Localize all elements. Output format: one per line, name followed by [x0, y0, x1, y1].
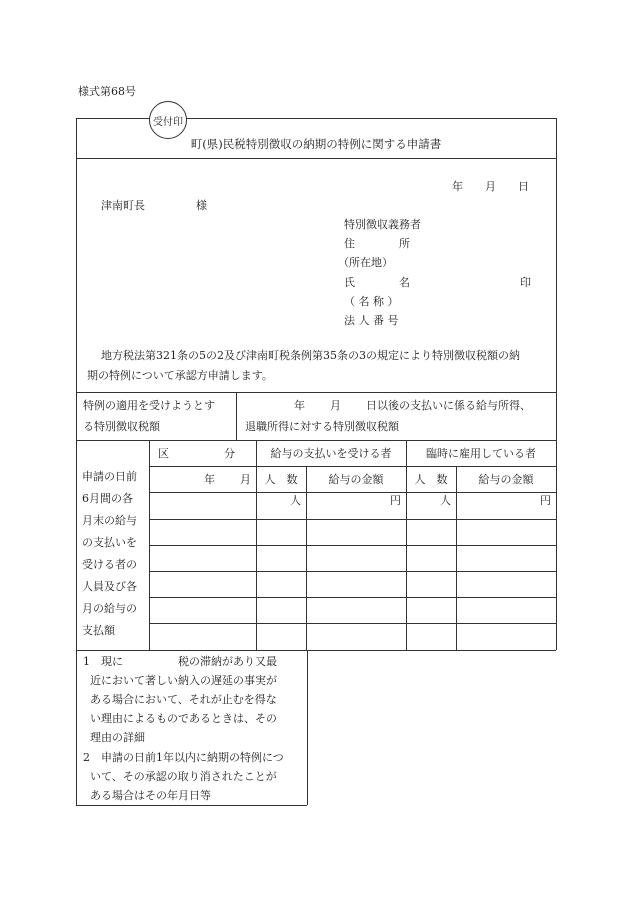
salary-label-line-8: 支払額	[82, 624, 115, 637]
note-2-line-3: ある場合はその年月日等	[90, 789, 211, 802]
special-case-year: 年	[294, 399, 305, 412]
applicant-name-label: 氏 名	[344, 276, 410, 289]
salary-label-line-1: 申請の日前	[82, 470, 137, 483]
salary-label-line-6: 人員及び各	[82, 580, 137, 593]
salary-label-line-3: 月末の給与	[82, 514, 137, 527]
unit-person: 人	[290, 494, 301, 507]
temporary-employees-header: 臨時に雇用している者	[426, 447, 536, 460]
temporary-count-header: 人 数	[414, 473, 448, 486]
date-year: 年	[452, 180, 463, 193]
regular-count-header: 人 数	[264, 473, 298, 486]
salary-label-line-2: 6月間の各	[82, 492, 133, 505]
applicant-address-label: 住 所	[344, 237, 410, 250]
stamp-label: 受付印	[153, 116, 183, 128]
applicant-address-alt-label: （所在地）	[338, 256, 393, 269]
special-case-month: 月	[330, 399, 341, 412]
note-2-line-1: 2 申請の日前1年以内に納期の特例につ	[83, 751, 284, 764]
addressee-name: 津南町長	[101, 199, 145, 212]
corporate-number-label: 法 人 番 号	[344, 314, 399, 327]
note-1-line-3: ある場合において、それが止むを得な	[90, 693, 277, 706]
applicant-heading: 特別徴収義務者	[344, 218, 421, 231]
year-month-year: 年	[204, 473, 215, 486]
unit-person-temp: 人	[440, 494, 451, 507]
note-1-line-4: い理由によるものであるときは、その	[90, 712, 277, 725]
statement-line-2: 期の特例について承認方申請します。	[87, 369, 273, 382]
note-1-line-2: 近において著しい納入の遅延の事実が	[90, 674, 277, 687]
addressee-honorific: 様	[196, 199, 207, 212]
special-case-label-line-1: 特例の適用を受けようとす	[83, 399, 215, 412]
note-2-line-2: いて、その承認の取り消されたことが	[90, 770, 277, 783]
note-1-line-1: 1 現に 税の滞納があり又最	[83, 655, 277, 668]
section-header: 区 分	[158, 447, 235, 460]
year-month-month: 月	[240, 473, 251, 486]
unit-yen: 円	[390, 494, 401, 507]
salary-label-line-5: 受ける者の	[82, 558, 137, 571]
seal-mark: 印	[520, 276, 531, 289]
salary-label-line-4: の支払いを	[82, 536, 137, 549]
date-day: 日	[518, 180, 529, 193]
special-case-text-line-2: 退職所得に対する特別徴収税額	[245, 420, 399, 433]
statement-line-1: 地方税法第321条の5の2及び津南町税条例第35条の3の規定により特別徴収税額の納	[101, 349, 520, 362]
special-case-label-line-2: る特別徴収税額	[83, 420, 160, 433]
unit-yen-temp: 円	[540, 494, 551, 507]
document-title: 町(県)民税特別徴収の納期の特例に関する申請書	[190, 137, 442, 151]
salary-label-line-7: 月の給与の	[82, 602, 137, 615]
date-month: 月	[485, 180, 496, 193]
form-number: 様式第68号	[78, 85, 136, 98]
regular-employees-header: 給与の支払いを受ける者	[270, 447, 392, 460]
special-case-text-line-1: 日以後の支払いに係る給与所得、	[366, 399, 531, 412]
regular-amount-header: 給与の金額	[328, 473, 384, 486]
applicant-name-alt-label: （ 名 称 ）	[344, 295, 399, 308]
receipt-stamp	[149, 101, 187, 139]
temporary-amount-header: 給与の金額	[478, 473, 534, 486]
note-1-line-5: 理由の詳細	[90, 731, 145, 744]
